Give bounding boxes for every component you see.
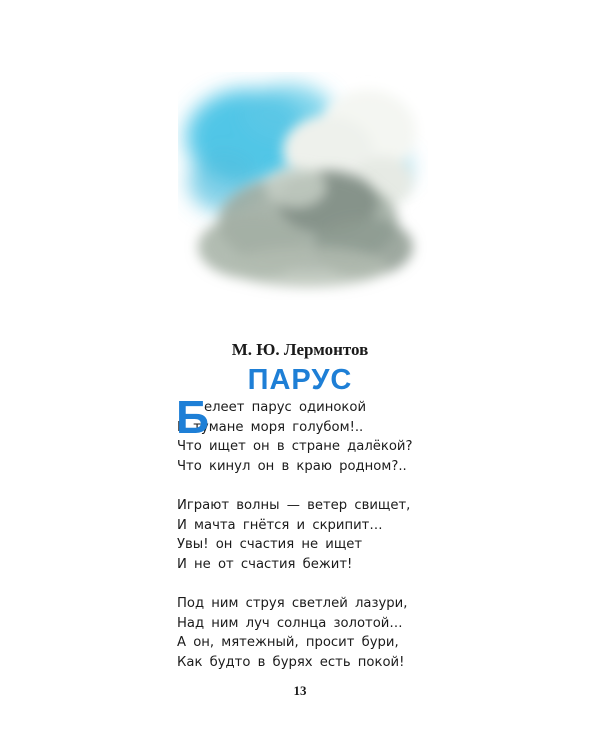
poem-line: И мачта гнётся и скрипит… bbox=[177, 517, 383, 533]
drop-cap: Б bbox=[176, 391, 210, 443]
poem-title: ПАРУС bbox=[247, 364, 353, 396]
author-name: М. Ю. Лермонтов bbox=[231, 340, 369, 359]
poem-line: Что ищет он в стране далёкой? bbox=[177, 439, 413, 454]
stanza-divider bbox=[177, 574, 477, 594]
stanza-divider bbox=[177, 476, 477, 496]
poem-line: Играют волны — ветер свищет, bbox=[177, 498, 411, 513]
poem-line: Увы! он счастия не ищет bbox=[177, 537, 363, 552]
page-number: 13 bbox=[293, 683, 307, 698]
poem-line: Б елеет парус одинокой bbox=[176, 391, 367, 443]
poem-line: Над ним луч солнца золотой… bbox=[177, 615, 403, 631]
poem-line: Что кинул он в краю родном?.. bbox=[177, 458, 407, 474]
poem-line: И не от счастия бежит! bbox=[177, 556, 353, 572]
poem-line: Как будто в бурях есть покой! bbox=[177, 654, 405, 670]
poem-line: Под ним струя светлей лазури, bbox=[177, 596, 408, 611]
poem-body bbox=[176, 391, 477, 672]
poem-line: В тумане моря голубом!.. bbox=[177, 419, 364, 435]
poem-line: А он, мятежный, просит бури, bbox=[177, 635, 399, 650]
cloud-illustration bbox=[178, 72, 428, 300]
